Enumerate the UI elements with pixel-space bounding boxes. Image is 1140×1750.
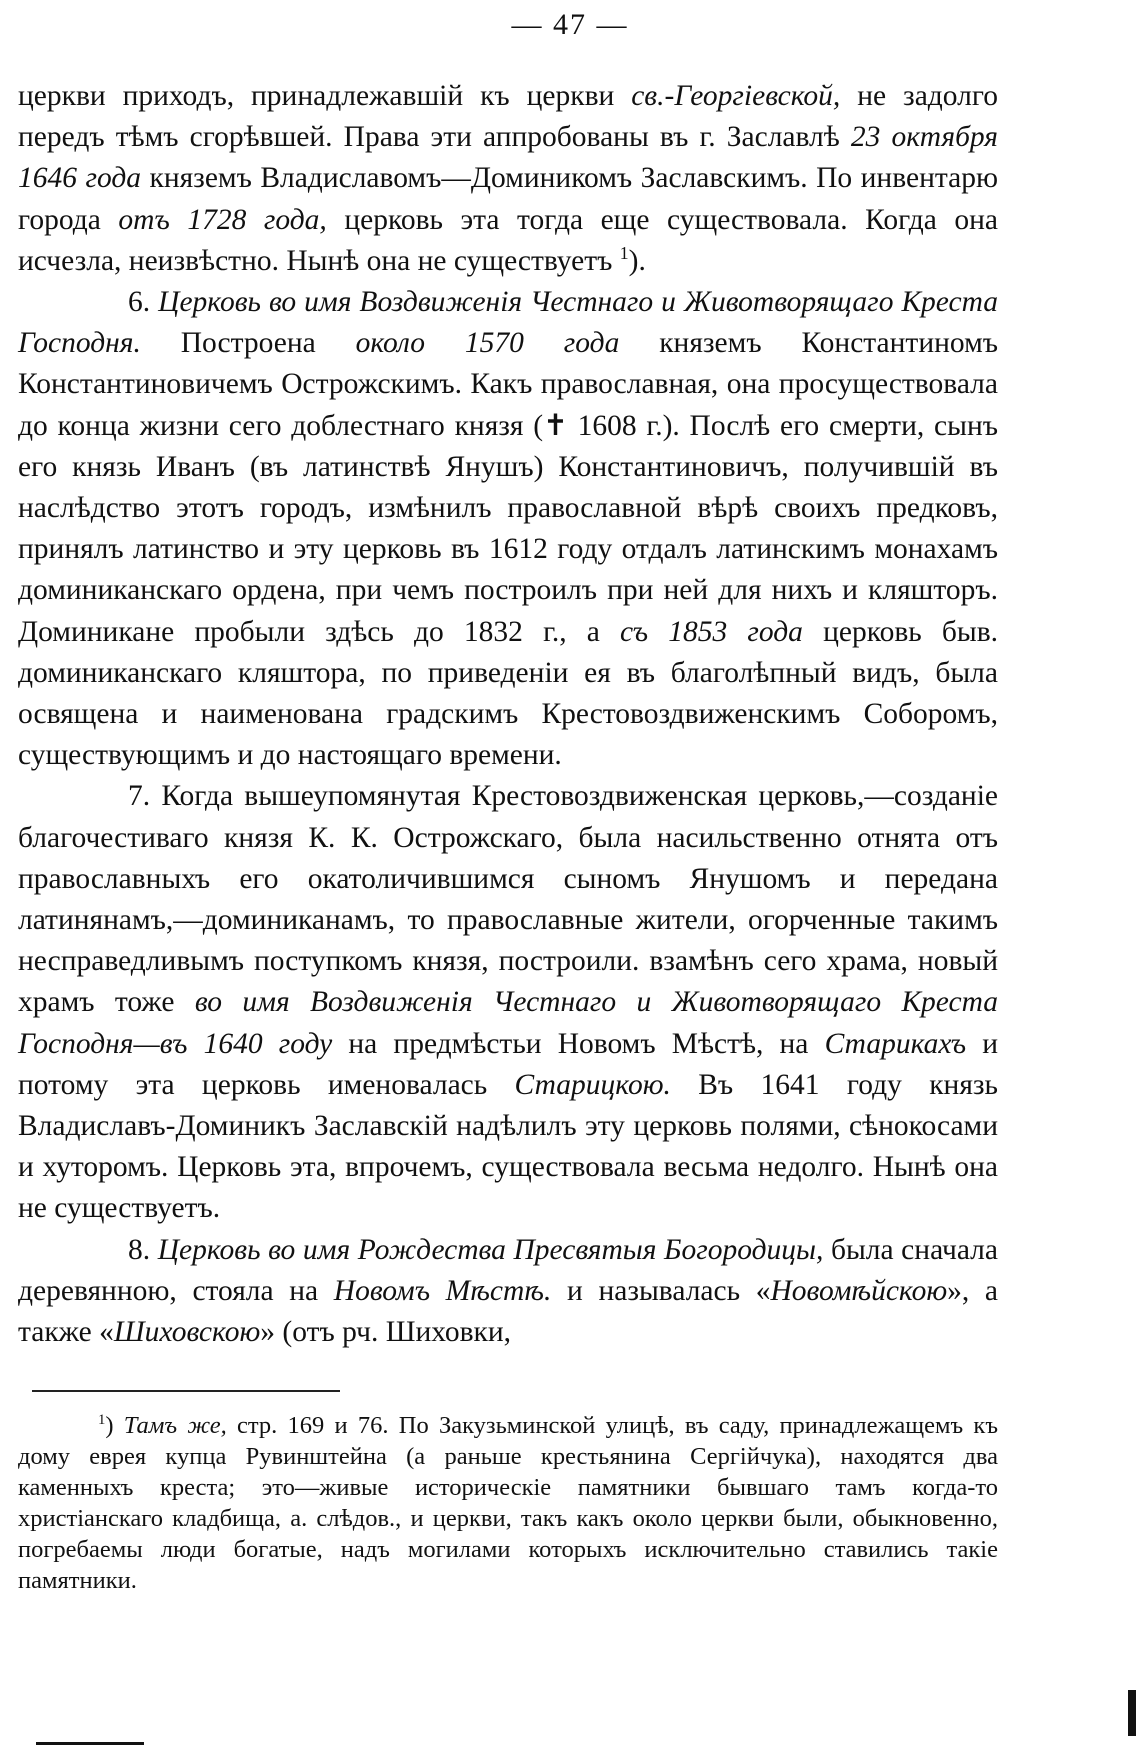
page-number: — 47 — [511,8,629,41]
paragraph-8-nativity: 8. Церковь во имя Рождества Пресвятыя Богородицы, была сначала деревянною, стояла на Новомъ Мѣстѣ. и называлась «Новомѣйскою», а также «Шиховскою» (отъ рч. Шиховки, [18,1233,999,1349]
main-text [18,76,998,1353]
footnote-reference: 1 [619,242,629,263]
scan-edge-mark [1128,1690,1136,1736]
footnote: $^1$) Тамъ же, стр. 169 и 76. По Закузьминской улицѣ, въ саду, принадлежащемъ къ дому еврея купца Рувинштейна (а раньше крестьянина Сергійчука), находятся два каменныхъ креста; это—живые историческіе памятники бывшаго тамъ когда-то христіанскаго кладбища, а. слѣдов., и церкви, такъ какъ около церкви были, обыкновенно, погребаемы люди богатые, надъ могилами которыхъ исключительно ставились такіе памятники. [18,1411,998,1594]
paragraph-church-prior: церкви приходъ, принадлежавшій къ церкви св.-Георгіевской, не задолго передъ тѣмъ сгорѣвшей. Права эти аппробованы въ г. Заславлѣ 23 октября 1646 года княземъ Владиславомъ—Доминикомъ Заславскимъ. По инвентарю города отъ 1728 года, церковь эта тогда еще существовала. Когда она исчезла, неизвѣстно. Нынѣ она не существуетъ $^1$). [18,80,998,277]
paragraph-6-exaltation-cross: 6. Церковь во имя Воздвиженія Честнаго и Животворящаго Креста Господня. Построена около 1570 года княземъ Константиномъ Константиновичемъ Острожскимъ. Какъ православная, она просуществовала до конца жизни сего доблестнаго князя (✝ 1608 г.). Послѣ его смерти, сынъ его князь Иванъ (въ латинствѣ Янушъ) Константиновичъ, получившій въ наслѣдство этотъ городъ, измѣнилъ православной вѣрѣ своихъ предковъ, принялъ латинство и эту церковь въ 1612 году отдалъ латинскимъ монахамъ доминиканскаго ордена, при чемъ построилъ при ней для нихъ и кляшторъ. Доминикане пробыли здѣсь до 1832 г., а съ 1853 года церковь быв. доминиканскаго кляштора, по приведеніи ея въ благолѣпный видъ, была освящена и наименована градскимъ Крестовоздвиженскимъ Соборомъ, существующимъ и до настоящаго времени. [18,286,999,772]
paragraph-7-staritskaya: 7. Когда вышеупомянутая Крестовоздвиженская церковь,—созданіе благочестиваго князя К. К. Острожскаго, была насильственно отнята отъ православныхъ его окатоличившимся сыномъ Янушомъ и передана латинянамъ,—доминиканамъ, то православные жители, огорченные такимъ несправедливымъ поступкомъ князя, построили. взамѣнъ сего храма, новый храмъ тоже во имя Воздвиженія Честнаго и Животворящаго Креста Господня—въ 1640 году на предмѣстьи Новомъ Мѣстѣ, на Старикахъ и потому эта церковь именовалась Старицкою. Въ 1641 году князь Владиславъ-Доминикъ Заславскій надѣлилъ эту церковь полями, сѣнокосами и хуторомъ. Церковь эта, впрочемъ, существовала весьма недолго. Нынѣ она не существуетъ. [18,780,998,1225]
footnote-marker: 1 [98,1411,106,1428]
bottom-scan-line [36,1742,144,1745]
footnote-divider [32,1390,340,1392]
